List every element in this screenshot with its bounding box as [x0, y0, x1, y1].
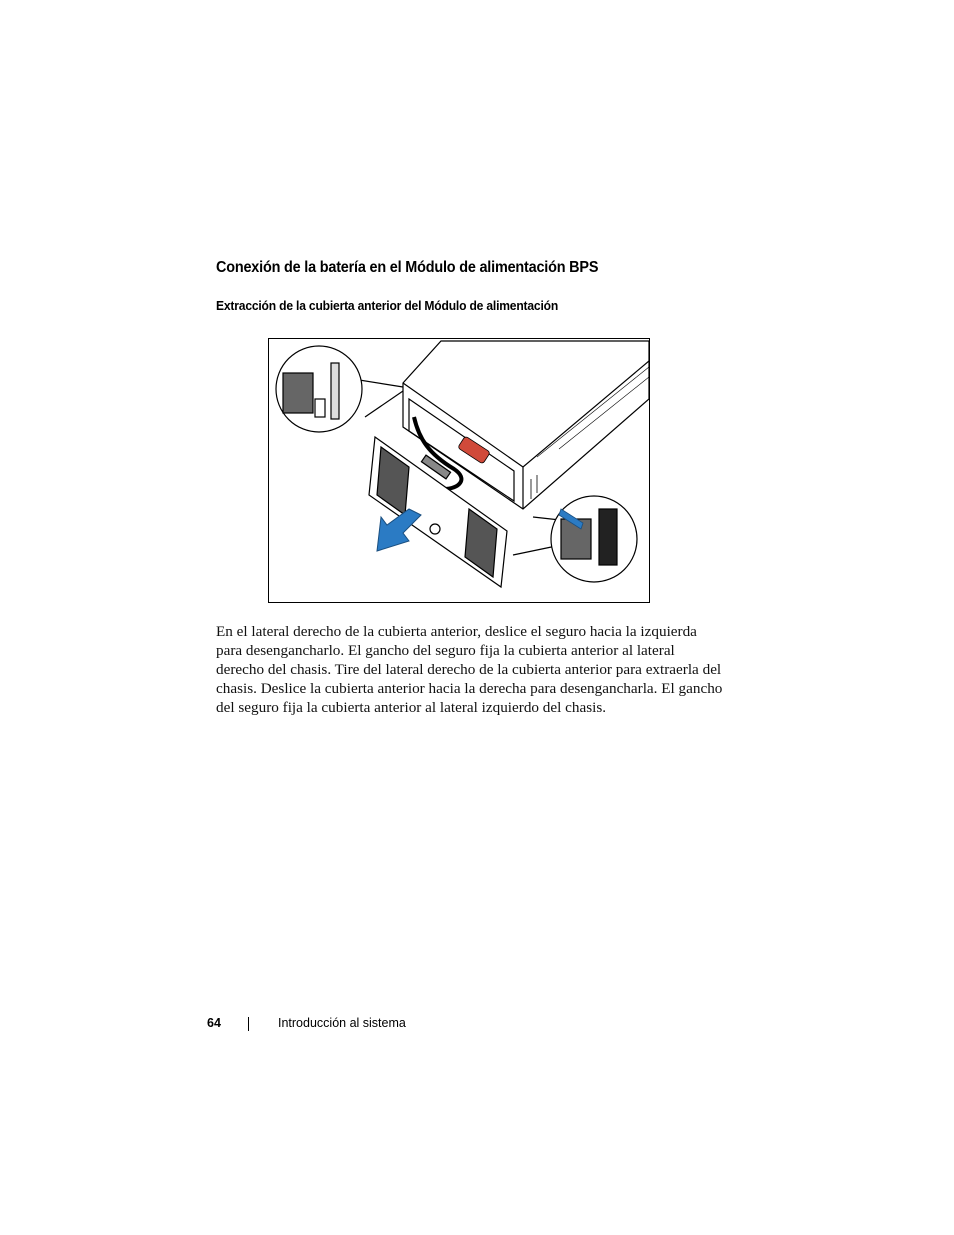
footer-divider [248, 1017, 249, 1031]
section-heading: Conexión de la batería en el Módulo de alimentación BPS [216, 259, 599, 276]
chapter-title: Introducción al sistema [278, 1016, 406, 1030]
left-latch-detail [276, 346, 403, 432]
instruction-paragraph: En el lateral derecho de la cubierta anterior, deslice el seguro hacia la izquierda para desengancharlo. El gancho del seguro fija la cubierta anterior al lateral derecho del chasis. Tire del lateral derecho de la cubierta anterior para extraerla del chasis. Deslice la cubierta anterior hacia la derecha para desengancharla. El gancho del seguro fija la cubierta anterior al lateral izquierdo del chasis. [216, 623, 723, 716]
right-latch-detail [513, 496, 637, 582]
page-number: 64 [207, 1016, 221, 1030]
section-subheading: Extracción de la cubierta anterior del Módulo de alimentación [216, 298, 559, 313]
removal-illustration [269, 339, 649, 602]
figure-illustration [268, 338, 650, 603]
